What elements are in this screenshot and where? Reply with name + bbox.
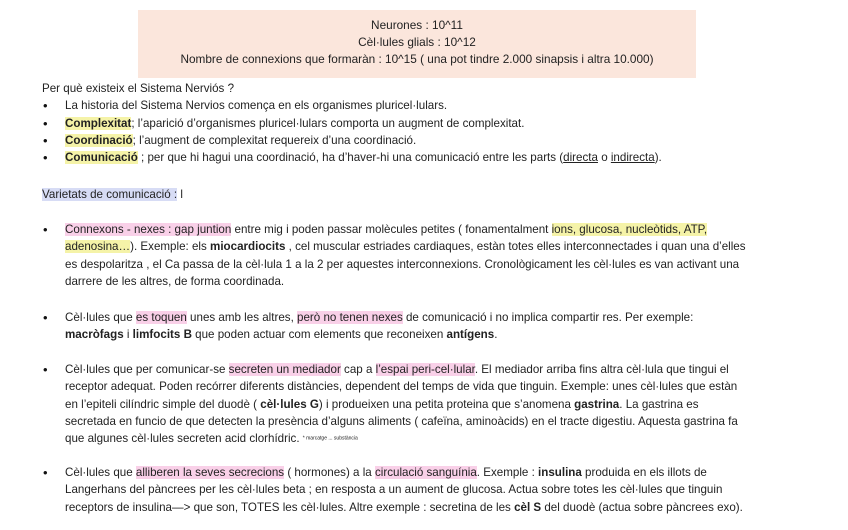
list-item: • Complexitat; l’aparició d’organismes pluricel·lulars comporta un augment de complexitat. [42, 115, 822, 132]
intro-section [42, 80, 822, 166]
glial-count: Cèl·lules glials : 10^12 [358, 35, 476, 49]
term-coordinacio: Coordinació [65, 133, 133, 147]
list-item: • Cèl·lules que alliberen la seves secrecions ( hormones) a la circulació sanguínia. Exemple : insulina produida en els illots de Langerhans del pàncrees per les cèl·lules beta ; en resposta a un aument de glucosa. Actua sobre totes les cèl·lules que tinguin receptors de insulina—> que son, TOTES les cèl·lules. Altre exemple : secretina de les cèl S del duodè (actua sobre pàncrees exo). [42, 464, 822, 516]
list-item: • La historia del Sistema Nervios comença en els organismes pluricel·lulars. [42, 97, 822, 114]
varietats-heading: Varietats de comunicació : l [42, 188, 183, 201]
intro-bullets [42, 97, 822, 166]
comm-item-3 [42, 361, 822, 448]
comm-item-2 [42, 309, 822, 344]
comm-item-4 [42, 464, 822, 516]
link-directa: directa [563, 151, 598, 165]
list-item: • Cèl·lules que per comunicar-se secreten un mediador cap a l’espai peri-cel·lular. El mediador arriba fins altra cèl·lula que tingui el receptor adequat. Poden recórrer diferents distàncies, dependent del temps de vida que tinguin. Exemple: unes cèl·lules que estàn en l’epiteli cilíndric simple del duodè ( cèl·lules G) i produeixen una petita proteina que s’anomena gastrina. La gastrina es secretada en funcio de que detecten la presència d’alguns aliments ( cafeïna, aminoàcids) en el tracte digestiu. Aquesta gastrina fa que algunes cèl·lules secreten acid clorhídric. * marcatge ... substància [42, 361, 822, 448]
neurons-count: Neurones : 10^11 [371, 18, 463, 32]
term-connexons: Connexons - nexes : gap juntion [65, 223, 232, 236]
list-item: • Coordinació; l’augment de complexitat requereix d’una coordinació. [42, 132, 822, 149]
list-item: • Connexons - nexes : gap juntion entre mig i poden passar molècules petites ( fonamentalment ions, glucosa, nucleòtids, ATP, adenosina…). Exemple: els miocardiocits , cel muscular estriades cardiaques, estàn totes elles interconnectades i quan una d’elles es despolaritza , el Ca passa de la cèl·lula 1 a la 2 per aquestes interconnexions. Cronològicament les cèl·lules es van activant una darrere de les altres, de forma coordinada. [42, 221, 822, 290]
list-item: • Cèl·lules que es toquen unes amb les altres, però no tenen nexes de comunicació i no implica compartir res. Per exemple: macròfags i limfocits B que poden actuar com elements que reconeixen antígens. [42, 309, 822, 344]
connections-count: Nombre de connexions que formaràn : 10^15 ( una pot tindre 2.000 sinapsis i altra 10.000) [180, 52, 654, 66]
term-comunicacio: Comunicació [65, 151, 138, 165]
comm-item-1 [42, 221, 822, 290]
stats-header-box [138, 10, 696, 78]
text-cursor[interactable]: l [177, 188, 183, 201]
term-complexitat: Complexitat [65, 116, 132, 130]
link-indirecta: indirecta [610, 151, 655, 165]
list-item: • Comunicació ; per que hi hagui una coordinació, ha d’haver-hi una comunicació entre les parts (directa o indirecta). [42, 149, 822, 166]
tiny-annotation: * marcatge ... substància [302, 435, 358, 442]
intro-question: Per què existeix el Sistema Nerviós ? [42, 82, 235, 95]
